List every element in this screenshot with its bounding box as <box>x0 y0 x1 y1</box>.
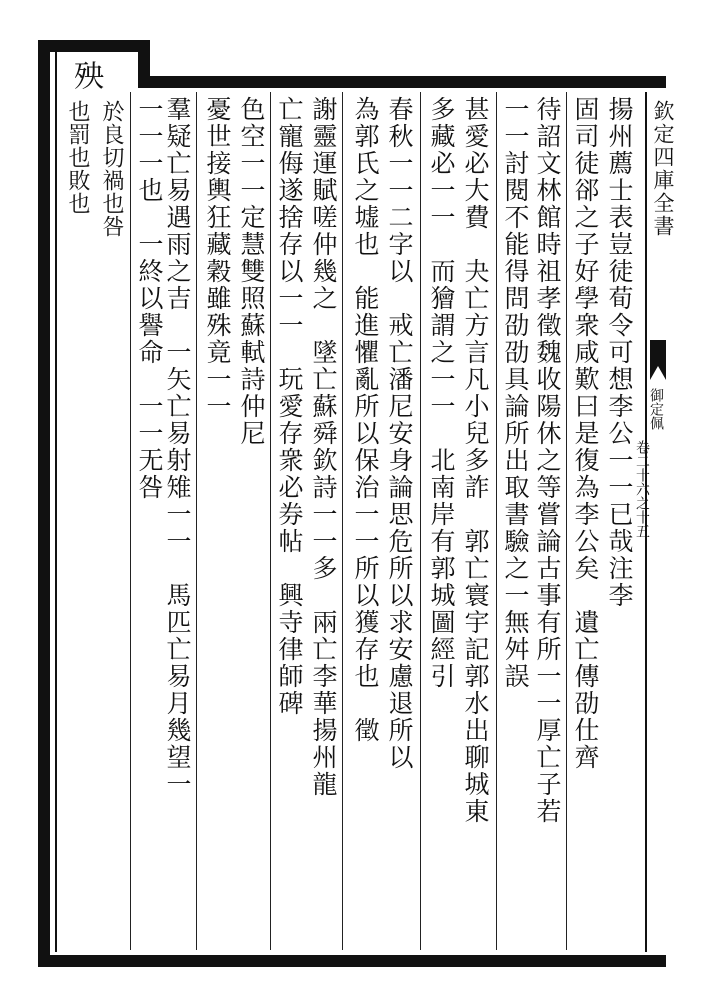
column-rule <box>196 92 197 950</box>
text-column: 春秋一一二字以 戒亡潘尼安身論思危所以求安慮退所以 <box>385 96 414 771</box>
text-column: 亡寵侮遂捨存以一一 玩愛存衆必券帖 興寺律師碑 <box>275 96 304 717</box>
column-rule <box>130 92 131 950</box>
margin-section: 卷二十六之十五 <box>634 440 650 538</box>
text-column: 羣疑亡易遇雨之吉 一矢亡易射雉一一 馬匹亡易月幾望一 <box>163 96 192 798</box>
text-column: 謝靈運賦嗟仲幾之 墜亡蘇舜欽詩一一多 兩亡李華揚州龍 <box>309 96 338 798</box>
text-column: 憂世接輿狂藏穀雖殊竟一一 <box>203 96 232 420</box>
frame-border-left <box>38 40 50 965</box>
column-rule <box>342 92 343 950</box>
text-column: 固司徒郤之子好學衆咸歎曰是復為李公矣 遺亡傳劭仕齊 <box>571 96 600 771</box>
column-rule <box>420 92 421 950</box>
text-column: 揚州薦士表豈徒荀令可想李公一一已哉注李 <box>605 96 634 609</box>
text-column: 於良切禍也咎 <box>99 100 124 238</box>
text-column: 也罰也敗也 <box>65 100 90 215</box>
text-column: 色空一一定慧雙照蘇軾詩仲尼 <box>237 96 266 447</box>
text-column: 為郭氏之墟也 能進懼亂所以保治一一所以獲存也 徵 <box>351 96 380 744</box>
text-column: 一一討閱不能得問劭劭具論所出取書驗之一無舛誤 <box>501 96 530 690</box>
headword: 殃 <box>68 60 103 92</box>
frame-inner-line <box>55 52 57 952</box>
column-rule <box>270 92 271 950</box>
fishtail-mark <box>650 340 666 380</box>
text-column: 一一一也 一終以譽命 一一无咎 <box>135 96 164 501</box>
margin-title: 欽定四庫全書 <box>651 100 675 238</box>
text-column: 待詔文林館時祖孝徵魏收陽休之等嘗論古事有所一一厚亡子若 <box>533 96 562 825</box>
margin-chapter: 御定佩 <box>648 388 664 430</box>
text-column: 多藏必一一 而獪謂之一一 北南岸有郭城圖經引 <box>427 96 456 690</box>
column-rule <box>496 92 497 950</box>
column-rule <box>566 92 567 950</box>
frame-border-top-right <box>138 76 666 88</box>
frame-border-bottom <box>38 955 666 967</box>
frame-border-top-left <box>38 40 148 52</box>
text-column: 甚愛必大費 夬亡方言凡小兒多詐 郭亡寰宇記郭水出聊城東 <box>461 96 490 825</box>
